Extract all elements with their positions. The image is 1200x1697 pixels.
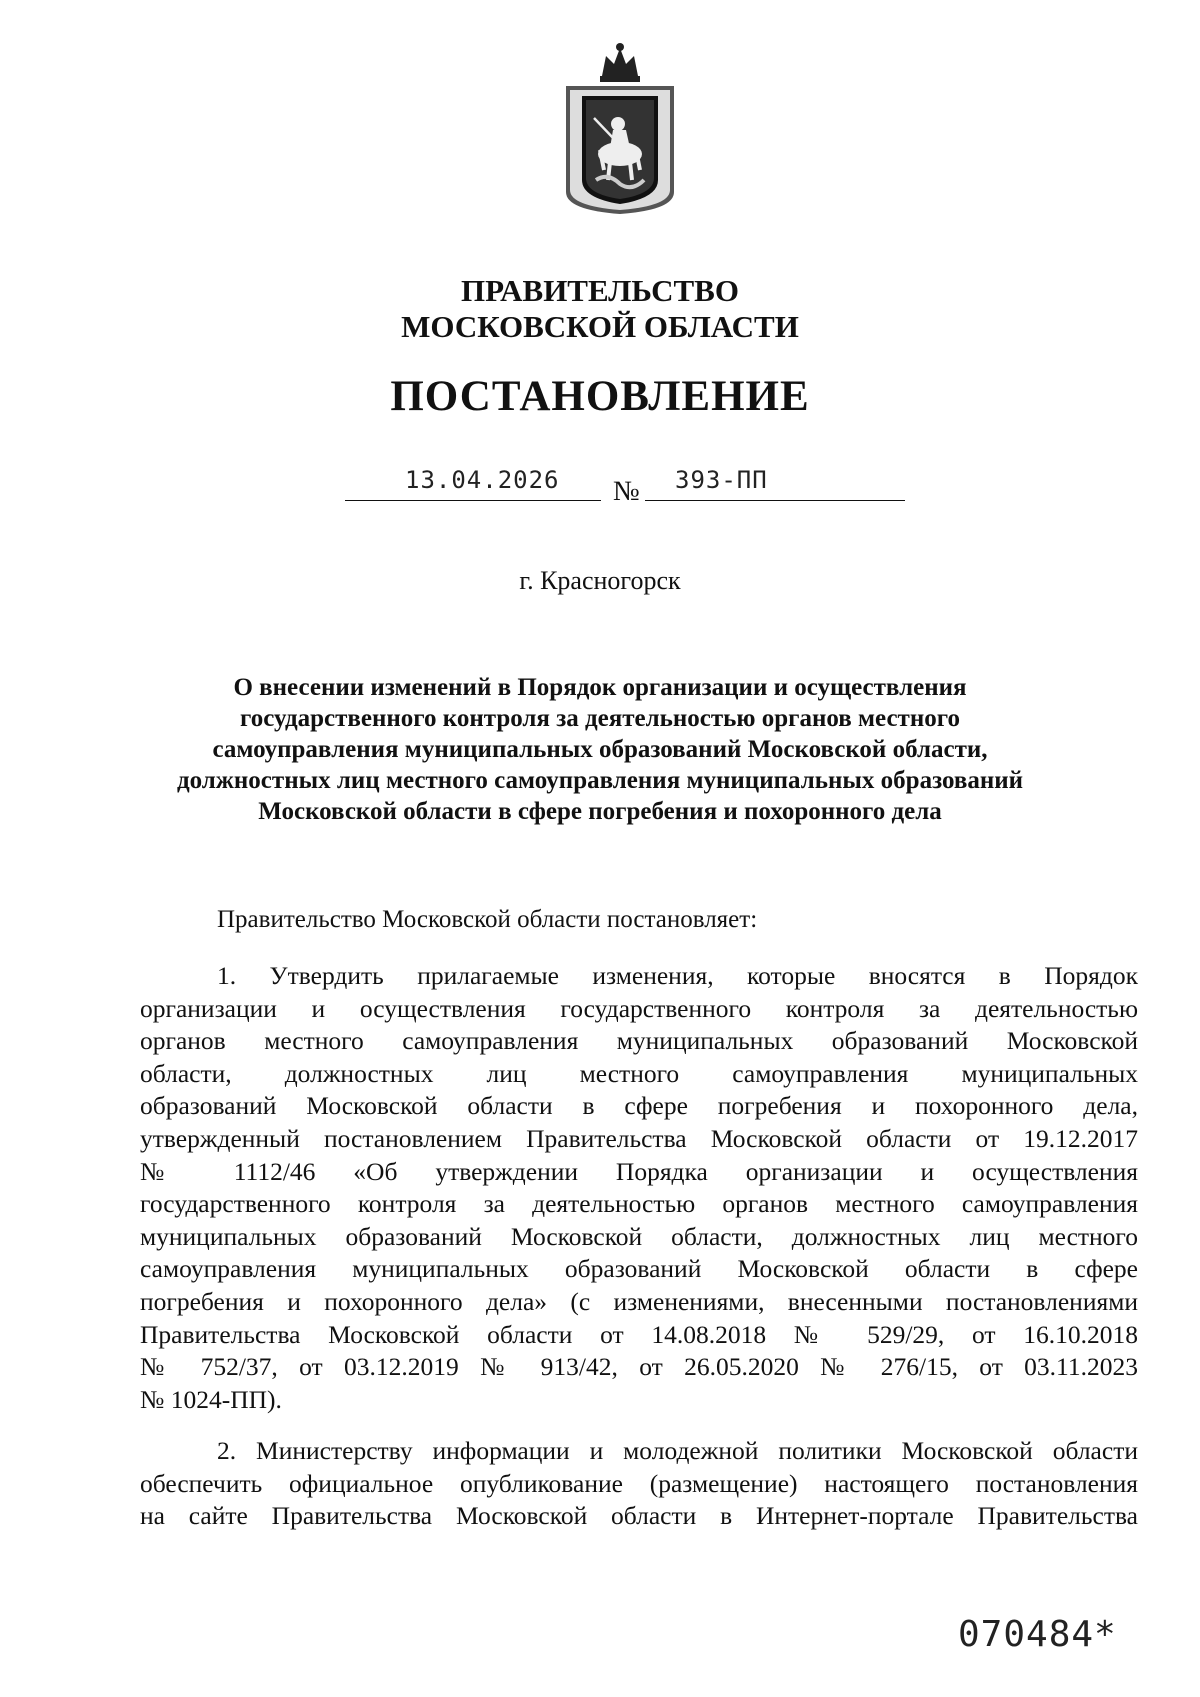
number-underline bbox=[645, 500, 905, 501]
text-line: на сайте Правительства Московской области в Интернет-портале Правительства bbox=[140, 1501, 1138, 1531]
subject-line: государственного контроля за деятельностью органов местного bbox=[240, 705, 960, 732]
text-line: Правительства Московской области от 14.08.2018 № 529/29, от 16.10.2018 bbox=[140, 1319, 1138, 1349]
authority-name-line2: МОСКОВСКОЙ ОБЛАСТИ bbox=[401, 309, 799, 344]
resolution-intro: Правительство Московской области постановляет: bbox=[217, 906, 758, 933]
text-line: № 1112/46 «Об утверждении Порядка организации и осуществления bbox=[140, 1156, 1138, 1186]
text-line: государственного контроля за деятельностью органов местного самоуправления bbox=[140, 1189, 1138, 1219]
subject-line: должностных лиц местного самоуправления муниципальных образований bbox=[176, 767, 1024, 794]
text-line: органов местного самоуправления муниципальных образований Московской bbox=[140, 1026, 1138, 1056]
text-line: № 1024-ПП). bbox=[140, 1384, 282, 1414]
document-type-title: ПОСТАНОВЛЕНИЕ bbox=[390, 373, 810, 420]
text-line: 2. Министерству информации и молодежной политики Московской области bbox=[217, 1436, 1138, 1465]
text-line: погребения и похоронного дела» (с изменениями, внесенными постановлениями bbox=[140, 1286, 1138, 1316]
registration-row bbox=[345, 462, 905, 508]
document-number: 393-ПП bbox=[675, 466, 768, 494]
text-line: 1. Утвердить прилагаемые изменения, которые вносятся в Порядок bbox=[217, 961, 1138, 990]
paragraph-1 bbox=[140, 960, 1138, 1416]
number-sign: № bbox=[613, 476, 640, 507]
text-line: самоуправления муниципальных образований Московской области в сфере bbox=[140, 1254, 1138, 1284]
subject-line: О внесении изменений в Порядок организации и осуществления bbox=[233, 674, 967, 701]
text-line: № 752/37, от 03.12.2019 № 913/42, от 26.05.2020 № 276/15, от 03.11.2023 bbox=[140, 1352, 1138, 1382]
subject-line: самоуправления муниципальных образований Московской области, bbox=[212, 736, 988, 763]
moscow-oblast-coat-of-arms-emblem bbox=[558, 42, 682, 217]
document-date: 13.04.2026 bbox=[405, 466, 560, 494]
text-line: обеспечить официальное опубликование (размещение) настоящего постановления bbox=[140, 1468, 1138, 1498]
text-line: образований Московской области в сфере погребения и похоронного дела, bbox=[140, 1091, 1138, 1121]
document-serial-code: 070484* bbox=[958, 1614, 1117, 1655]
document-subject bbox=[150, 672, 1050, 827]
text-line: утвержденный постановлением Правительства Московской области от 19.12.2017 bbox=[140, 1123, 1138, 1153]
place-of-issue: г. Красногорск bbox=[519, 566, 681, 595]
paragraph-2 bbox=[140, 1435, 1138, 1533]
text-line: муниципальных образований Московской области, должностных лиц местного bbox=[140, 1221, 1138, 1251]
text-line: области, должностных лиц местного самоуправления муниципальных bbox=[140, 1058, 1138, 1088]
date-underline bbox=[345, 500, 601, 501]
authority-name-line1: ПРАВИТЕЛЬСТВО bbox=[461, 273, 739, 308]
subject-line: Московской области в сфере погребения и похоронного дела bbox=[258, 798, 942, 825]
text-line: организации и осуществления государственного контроля за деятельностью bbox=[140, 993, 1138, 1023]
